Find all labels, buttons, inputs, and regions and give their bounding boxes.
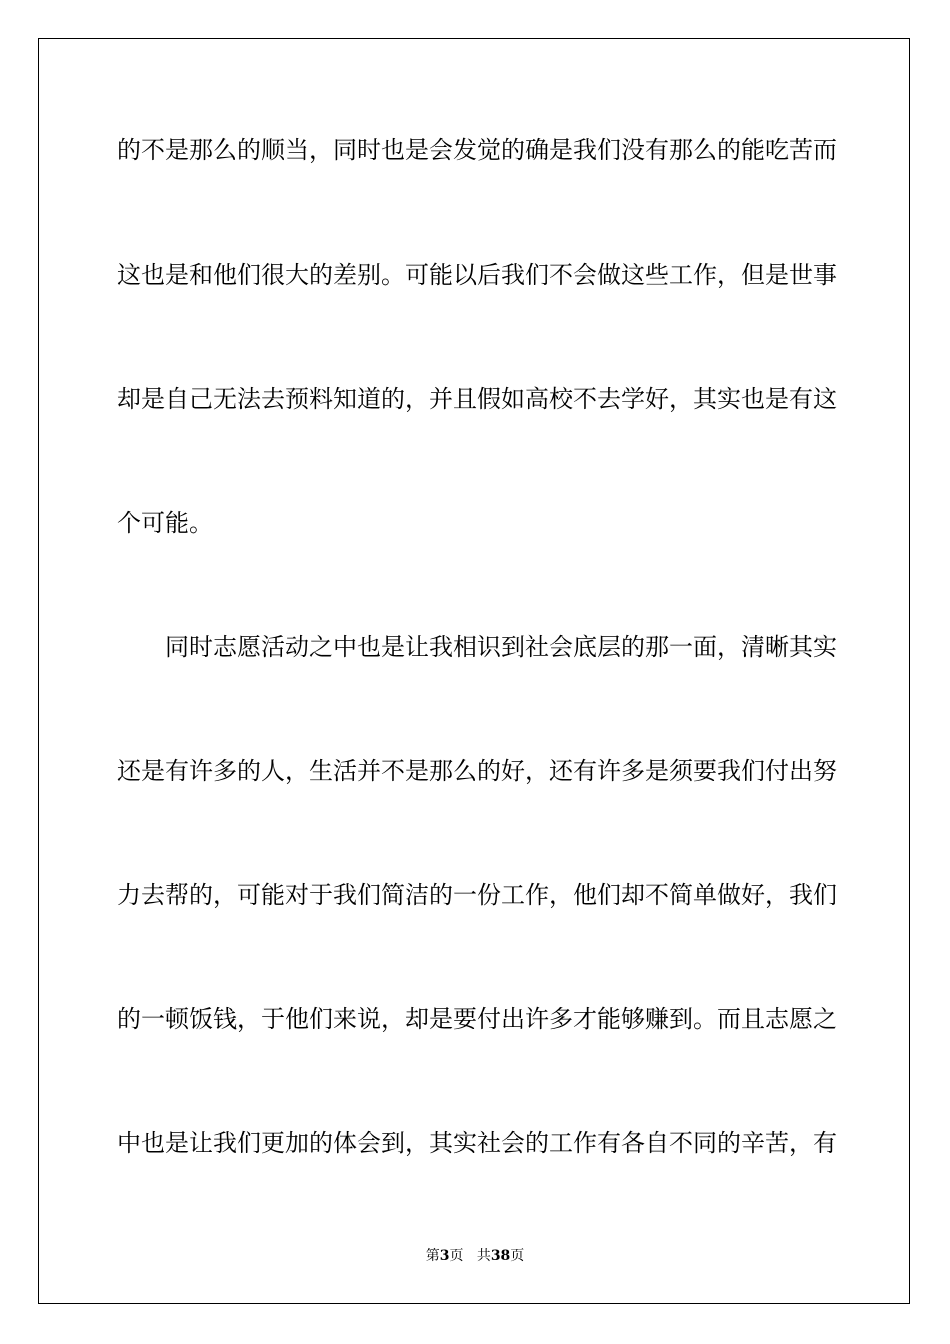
text-line: 中也是让我们更加的体会到，其实社会的工作有各自不同的辛苦，有	[117, 1129, 837, 1157]
text-line: 的不是那么的顺当，同时也是会发觉的确是我们没有那么的能吃苦而	[117, 136, 837, 164]
page-footer	[0, 1246, 950, 1266]
page-border	[38, 38, 910, 1304]
page-prefix: 第	[425, 1248, 440, 1264]
text-line: 却是自己无法去预料知道的，并且假如高校不去学好，其实也是有这	[117, 385, 837, 413]
text-line: 力去帮的，可能对于我们简洁的一份工作，他们却不简单做好，我们	[117, 881, 837, 909]
page-number: 3	[439, 1248, 450, 1264]
total-pages: 38	[490, 1248, 511, 1264]
text-line: 的一顿饭钱，于他们来说，却是要付出许多才能够赚到。而且志愿之	[117, 1005, 837, 1033]
text-line: 这也是和他们很大的差别。可能以后我们不会做这些工作，但是世事	[117, 261, 837, 289]
page-suffix: 页	[449, 1248, 464, 1264]
total-suffix: 页	[510, 1248, 525, 1264]
text-line: 还是有许多的人，生活并不是那么的好，还有许多是须要我们付出努	[117, 757, 837, 785]
paragraph-first-line: 同时志愿活动之中也是让我相识到社会底层的那一面，清晰其实	[165, 633, 837, 661]
total-prefix: 共	[476, 1248, 491, 1264]
text-line: 个可能。	[117, 509, 213, 537]
